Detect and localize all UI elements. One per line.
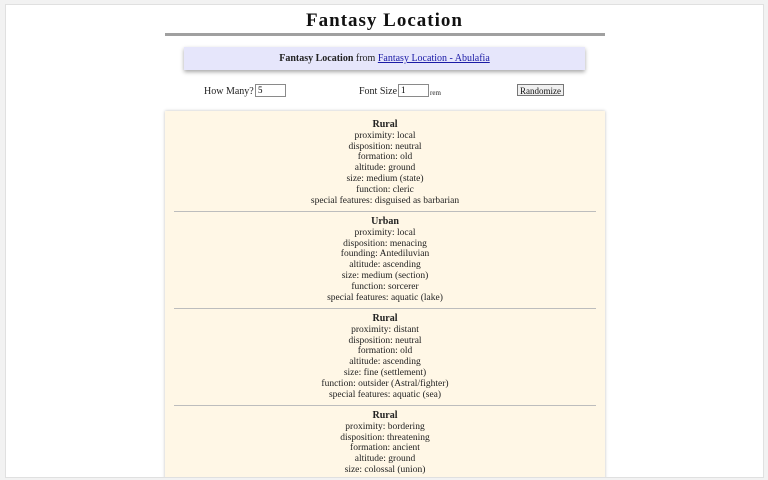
font-size-label: Font Size xyxy=(359,86,398,97)
result-line: size: colossal (union) xyxy=(344,464,426,475)
result-entry xyxy=(174,411,596,476)
page-frame xyxy=(5,4,764,478)
result-line: special features: aquatic (lake) xyxy=(327,292,443,303)
result-line: altitude: ascending xyxy=(349,357,421,368)
result-type: Rural xyxy=(372,119,398,130)
result-line: formation: ancient xyxy=(350,443,420,454)
result-line: altitude: ground xyxy=(354,163,416,174)
result-line: disposition: threatening xyxy=(340,432,430,443)
controls-bar xyxy=(6,83,763,103)
result-line: size: fine (settlement) xyxy=(343,367,427,378)
result-type: Rural xyxy=(372,313,398,324)
result-line: disposition: menacing xyxy=(343,238,427,249)
result-line: function: cleric xyxy=(356,184,414,195)
result-divider xyxy=(174,405,596,406)
source-banner xyxy=(184,47,585,70)
source-link[interactable]: Fantasy Location - Abulafia xyxy=(377,53,490,64)
result-type: Rural xyxy=(372,410,398,421)
result-line: special features: disguised as barbarian xyxy=(310,195,460,206)
title-divider xyxy=(165,33,605,36)
result-line: size: medium (section) xyxy=(341,270,429,281)
font-size-unit: rem xyxy=(430,89,441,97)
result-line: disposition: neutral xyxy=(348,141,422,152)
page-title: Fantasy Location xyxy=(306,10,463,31)
result-line: function: outsider (Astral/fighter) xyxy=(321,378,449,389)
result-line: altitude: ascending xyxy=(349,260,421,271)
source-from-text: from xyxy=(355,53,376,64)
result-line: size: medium (state) xyxy=(346,173,424,184)
result-line: formation: old xyxy=(357,152,413,163)
randomize-button[interactable]: Randomize xyxy=(517,84,564,96)
result-entry xyxy=(174,314,596,400)
result-line: function: sorcerer xyxy=(351,281,419,292)
result-type: Urban xyxy=(371,216,399,227)
result-line: proximity: bordering xyxy=(345,421,425,432)
result-line: altitude: ground xyxy=(354,454,416,465)
result-divider xyxy=(174,211,596,212)
result-entry xyxy=(174,120,596,206)
result-line: special features: aquatic (sea) xyxy=(328,389,442,400)
result-line: proximity: distant xyxy=(351,324,419,335)
result-line: proximity: local xyxy=(354,130,416,141)
result-line: formation: old xyxy=(357,346,413,357)
font-size-input[interactable] xyxy=(398,84,429,97)
result-divider xyxy=(174,308,596,309)
result-entry xyxy=(174,217,596,303)
result-line: disposition: neutral xyxy=(348,335,422,346)
result-line: founding: Antediluvian xyxy=(340,249,430,260)
results-panel xyxy=(165,111,605,478)
how-many-input[interactable] xyxy=(255,84,286,97)
how-many-label: How Many? xyxy=(204,86,254,97)
source-name: Fantasy Location xyxy=(279,53,354,64)
result-line: proximity: local xyxy=(354,227,416,238)
